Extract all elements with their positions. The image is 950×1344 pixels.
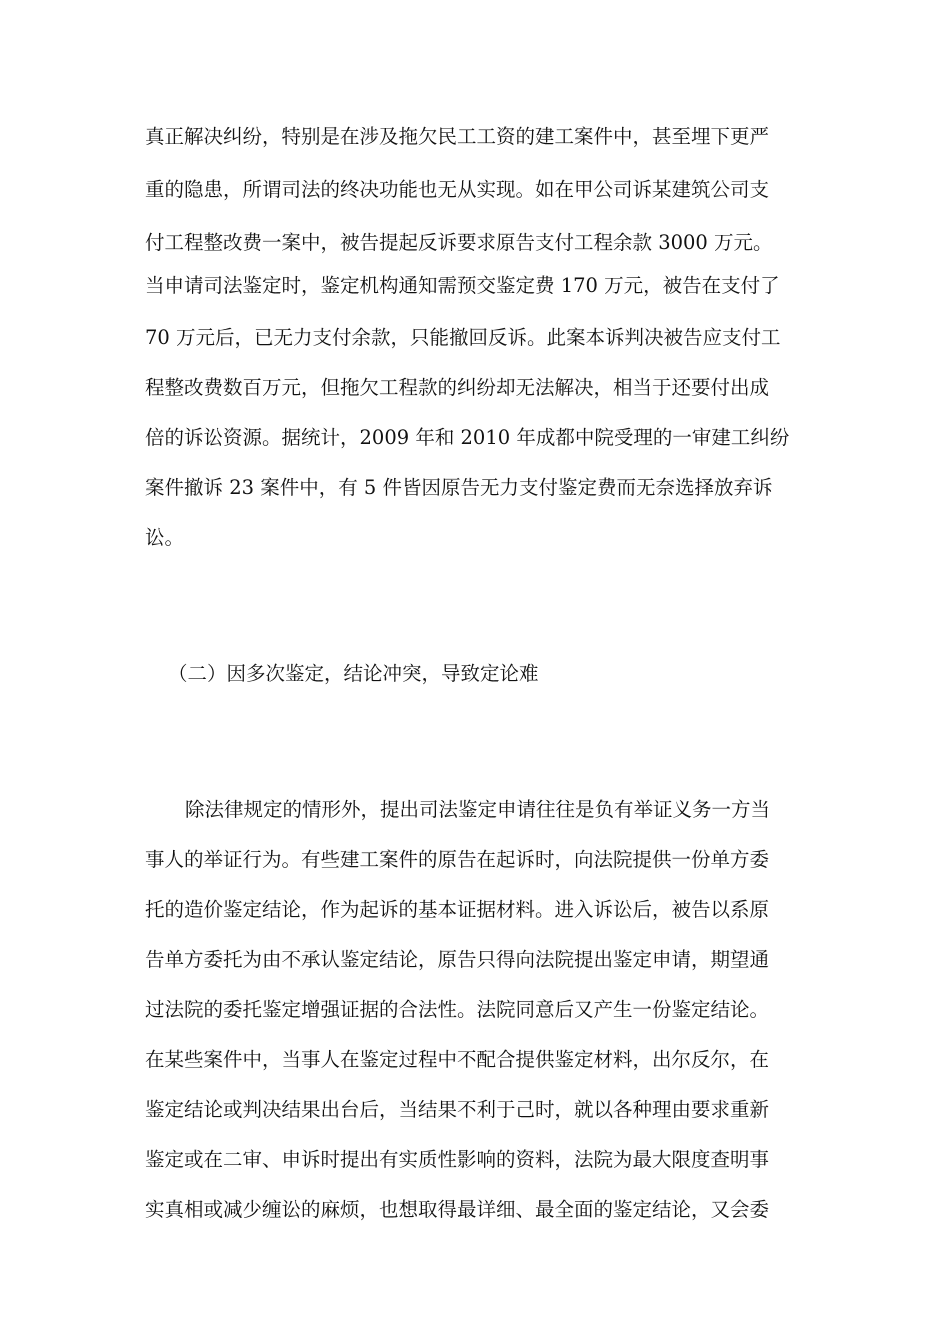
paragraph-line: 实真相或减少缠讼的麻烦，也想取得最详细、最全面的鉴定结论，又会委: [145, 1198, 770, 1221]
paragraph-line: 在某些案件中，当事人在鉴定过程中不配合提供鉴定材料，出尔反尔，在: [145, 1048, 770, 1071]
paragraph-line: 70 万元后，已无力支付余款，只能撤回反诉。此案本诉判决被告应支付工: [145, 326, 781, 349]
section-heading: （二）因多次鉴定，结论冲突，导致定论难: [168, 662, 539, 685]
paragraph-line: 托的造价鉴定结论，作为起诉的基本证据材料。进入诉讼后，被告以系原: [145, 898, 770, 921]
paragraph-line: 付工程整改费一案中，被告提起反诉要求原告支付工程余款 3000 万元。: [145, 231, 773, 254]
paragraph-line: 倍的诉讼资源。据统计，2009 年和 2010 年成都中院受理的一审建工纠纷: [145, 426, 790, 449]
paragraph-line: 鉴定结论或判决结果出台后，当结果不利于己时，就以各种理由要求重新: [145, 1098, 770, 1121]
paragraph-line: 程整改费数百万元，但拖欠工程款的纠纷却无法解决，相当于还要付出成: [145, 376, 770, 399]
paragraph-line: 讼。: [145, 526, 185, 549]
paragraph-line: 重的隐患，所谓司法的终决功能也无从实现。如在甲公司诉某建筑公司支: [145, 178, 770, 201]
paragraph-line: 除法律规定的情形外，提出司法鉴定申请往往是负有举证义务一方当: [185, 798, 771, 821]
paragraph-line: 当申请司法鉴定时，鉴定机构通知需预交鉴定费 170 万元，被告在支付了: [145, 274, 780, 297]
paragraph-line: 案件撤诉 23 案件中，有 5 件皆因原告无力支付鉴定费而无奈选择放弃诉: [145, 476, 773, 499]
paragraph-line: 真正解决纠纷，特别是在涉及拖欠民工工资的建工案件中，甚至埋下更严: [145, 125, 770, 148]
paragraph-line: 过法院的委托鉴定增强证据的合法性。法院同意后又产生一份鉴定结论。: [145, 998, 770, 1021]
paragraph-line: 告单方委托为由不承认鉴定结论，原告只得向法院提出鉴定申请，期望通: [145, 948, 770, 971]
paragraph-line: 事人的举证行为。有些建工案件的原告在起诉时，向法院提供一份单方委: [145, 848, 770, 871]
paragraph-line: 鉴定或在二审、申诉时提出有实质性影响的资料，法院为最大限度查明事: [145, 1148, 770, 1171]
